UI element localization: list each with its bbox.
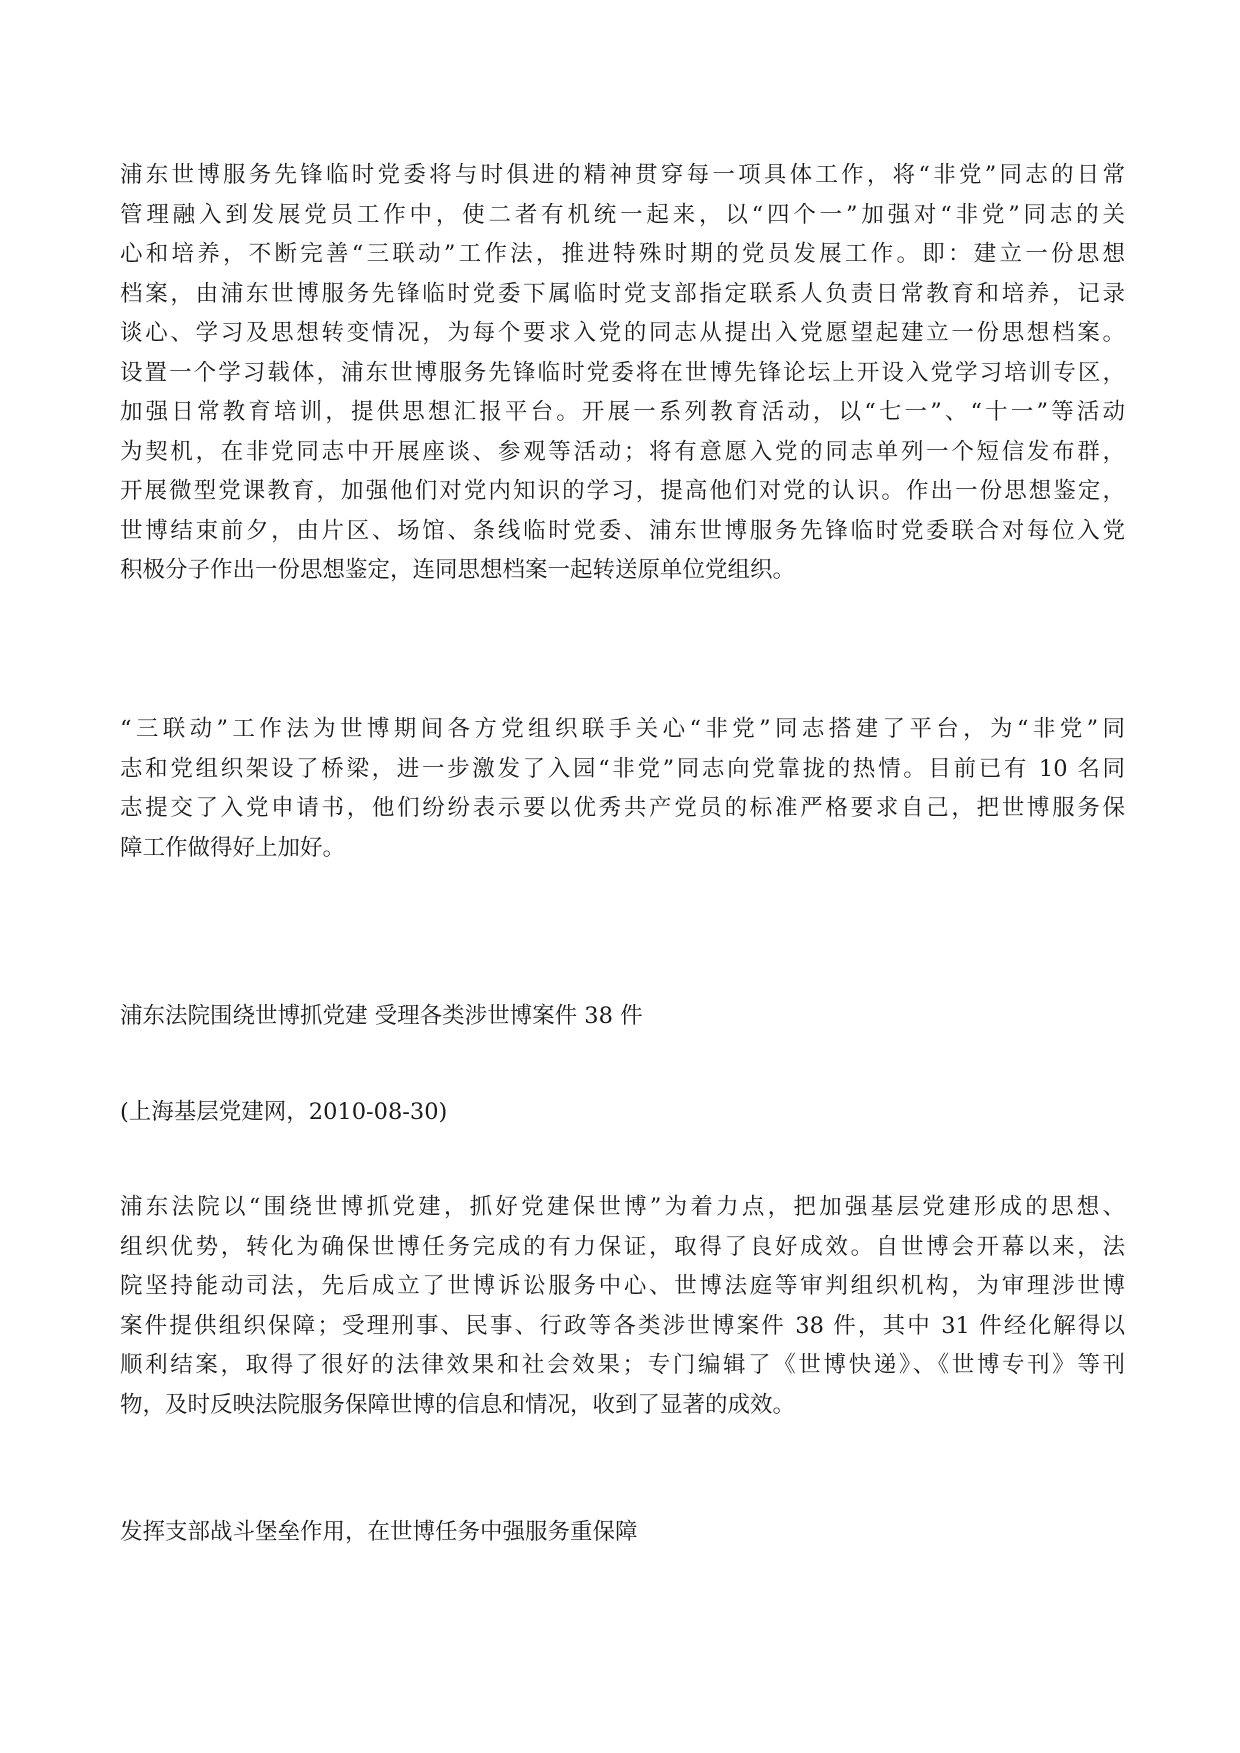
article-source: [120, 1093, 1125, 1133]
text-line: 案件提供组织保障；受理刑事、民事、行政等各类涉世博案件 38 件，其中 31 件经化解得以: [120, 1312, 1125, 1339]
article-headline: [120, 997, 1125, 1037]
text-line: 志和党组织架设了桥梁，进一步激发了入园“非党”同志向党靠拢的热情。目前已有 10 名同: [120, 755, 1125, 782]
text-line: 物，及时反映法院服务保障世博的信息和情况，收到了显著的成效。: [120, 1391, 796, 1418]
text-line: 志提交了入党申请书，他们纷纷表示要以优秀共产党员的标准严格要求自己，把世博服务保: [120, 795, 1125, 821]
text-line: “三联动”工作法为世博期间各方党组织联手关心“非党”同志搭建了平台，为“非党”同: [120, 716, 1125, 742]
text-line: 发挥支部战斗堡垒作用，在世博任务中强服务重保障: [120, 1519, 638, 1545]
text-line: 世博结束前夕，由片区、场馆、条线临时党委、浦东世博服务先锋临时党委联合对每位入党: [120, 517, 1125, 544]
section-heading: [120, 1513, 1125, 1553]
text-line: 浦东法院以“围绕世博抓党建，抓好党建保世博”为着力点，把加强基层党建形成的思想、: [120, 1194, 1125, 1220]
text-line: 管理融入到发展党员工作中，使二者有机统一起来，以“四个一”加强对“非党”同志的关: [120, 201, 1125, 228]
text-line: 障工作做得好上加好。: [120, 834, 346, 861]
text-line: 为契机，在非党同志中开展座谈、参观等活动；将有意愿入党的同志单列一个短信发布群，: [120, 438, 1125, 465]
text-line: 院坚持能动司法，先后成立了世博诉讼服务中心、世博法庭等审判组织机构，为审理涉世博: [120, 1273, 1125, 1299]
text-line: 心和培养，不断完善“三联动”工作法，推进特殊时期的党员发展工作。即：建立一份思想: [120, 241, 1125, 267]
text-line: 开展微型党课教育，加强他们对党内知识的学习，提高他们对党的认识。作出一份思想鉴定，: [120, 478, 1125, 504]
text-line: 谈心、学习及思想转变情况，为每个要求入党的同志从提出入党愿望起建立一份思想档案。: [120, 320, 1125, 346]
text-line: 组织优势，转化为确保世博任务完成的有力保证，取得了良好成效。自世博会开幕以来，法: [120, 1233, 1125, 1260]
text-line: 浦东法院围绕世博抓党建 受理各类涉世博案件 38 件: [120, 1003, 643, 1029]
text-line: 档案，由浦东世博服务先锋临时党委下属临时党支部指定联系人负责日常教育和培养，记录: [120, 280, 1125, 307]
text-line: (上海基层党建网，2010-08-30): [120, 1099, 448, 1125]
text-line: 加强日常教育培训，提供思想汇报平台。开展一系列教育活动，以“七一”、“十一”等活动: [120, 399, 1125, 425]
paragraph-three-linkage: [120, 710, 1125, 868]
text-line: 设置一个学习载体，浦东世博服务先锋临时党委将在世博先锋论坛上开设入党学习培训专区，: [120, 359, 1125, 386]
text-line: 浦东世博服务先锋临时党委将与时俱进的精神贯穿每一项具体工作，将“非党”同志的日常: [120, 162, 1125, 188]
paragraph-party-development: [120, 156, 1125, 591]
paragraph-court-party-building: [120, 1188, 1125, 1425]
text-line: 顺利结案，取得了很好的法律效果和社会效果；专门编辑了《世博快递》、《世博专刊》等刊: [120, 1352, 1125, 1378]
text-line: 积极分子作出一份思想鉴定，连同思想档案一起转送原单位党组织。: [120, 557, 796, 583]
